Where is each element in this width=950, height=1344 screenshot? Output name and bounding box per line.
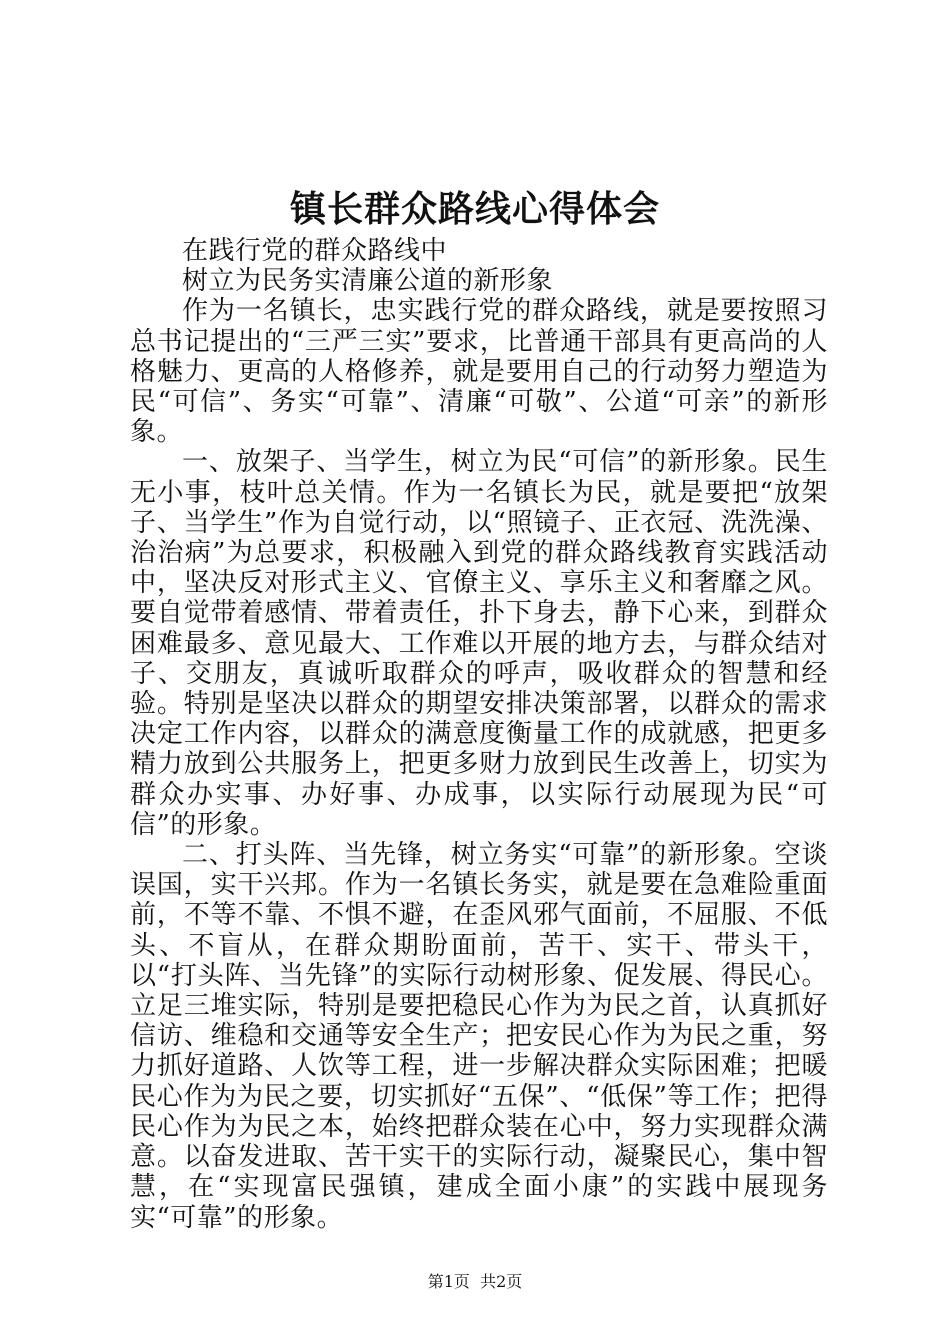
page-footer (0, 1271, 950, 1293)
paragraph-subtitle-2: 树立为民务实清廉公道的新形象 (182, 266, 554, 297)
paragraph-section-1: 一、放架子、当学生，树立为民“可信”的新形象。民生无小事，枝叶总关情。作为一名镇长为民，就是要把“放架子、当学生”作为自觉行动，以“照镜子、正衣冠、洗洗澡、治治病”为总要求，积极融入到党的群众路线教育实践活动中，坚决反对形式主义、官僚主义、享乐主义和奢靡之风。要自觉带着感情、带着责任，扑下身去，静下心来，到群众困难最多、意见最大、工作难以开展的地方去，与群众结对子、交朋友，真诚听取群众的呼声，吸收群众的智慧和经验。特别是坚决以群众的期望安排决策部署，以群众的需求决定工作内容，以群众的满意度衡量工作的成就感，把更多精力放到公共服务上，把更多财力放到民生改善上，切实为群众办实事、办好事、办成事，以实际行动展现为民“可信”的形象。 (130, 447, 828, 840)
document-body (130, 236, 828, 1233)
page-number-current: 第1页 (427, 1272, 470, 1291)
paragraph-subtitle-1: 在践行党的群众路线中 (182, 236, 448, 266)
paragraph-section-2: 二、打头阵、当先锋，树立务实“可靠”的新形象。空谈误国，实干兴邦。作为一名镇长务实，就是要在急难险重面前，不等不靠、不惧不避，在歪风邪气面前，不屈服、不低头、不盲从，在群众期盼面前，苦干、实干、带头干，以“打头阵、当先锋”的实际行动树形象、促发展、得民心。立足三堆实际，特别是要把稳民心作为为民之首，认真抓好信访、维稳和交通等安全生产；把安民心作为为民之重，努力抓好道路、人饮等工程，进一步解决群众实际困难；把暖民心作为为民之要，切实抓好“五保”、“低保”等工作；把得民心作为为民之本，始终把群众装在心中，努力实现群众满意。以奋发进取、苦干实干的实际行动，凝聚民心，集中智慧，在“实现富民强镇，建成全面小康”的实践中展现务实“可靠”的形象。 (130, 840, 828, 1233)
paragraph-intro: 作为一名镇长，忠实践行党的群众路线，就是要按照习总书记提出的“三严三实”要求，比普通干部具有更高尚的人格魅力、更高的人格修养，就是要用自己的行动努力塑造为民“可信”、务实“可靠”、清廉“可敬”、公道“可亲”的新形象。 (130, 296, 828, 448)
page-number-total: 共2页 (480, 1272, 523, 1291)
document-title: 镇长群众路线心得体会 (289, 188, 660, 230)
footer-separator (470, 1272, 480, 1291)
